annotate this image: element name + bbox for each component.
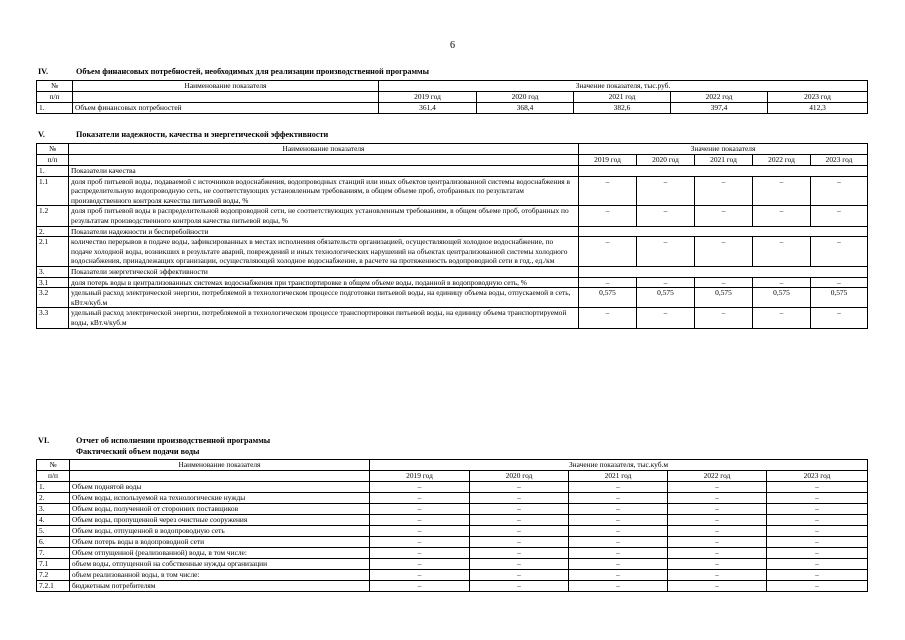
- row-value: –: [569, 537, 668, 548]
- row-name: доля потерь воды в централизованных системах водоснабжения при транспортировке в общем объеме воды, поданной в водопроводную сеть, %: [69, 277, 579, 288]
- row-num: 1.: [37, 166, 69, 177]
- col-name-header: Наименование показателя: [70, 460, 370, 471]
- row-value: –: [470, 537, 569, 548]
- row-value: –: [753, 176, 811, 206]
- row-num: 3.2: [37, 288, 69, 308]
- row-num: 1.2: [37, 206, 69, 226]
- row-value: –: [470, 482, 569, 493]
- row-value: –: [767, 526, 868, 537]
- row-name: Показатели качества: [69, 166, 579, 177]
- row-value: –: [569, 570, 668, 581]
- row-value: –: [753, 308, 811, 328]
- row-value: –: [470, 515, 569, 526]
- year-header: 2022 год: [753, 155, 811, 166]
- row-value: –: [767, 482, 868, 493]
- row-num: 5.: [37, 526, 70, 537]
- section-6-roman: VI.: [38, 436, 50, 445]
- col-num-header-2: п/п: [37, 92, 73, 103]
- row-value: –: [695, 308, 753, 328]
- row-value: –: [569, 581, 668, 592]
- col-value-header: Значение показателя, тыс.руб.: [379, 81, 868, 92]
- section-6-title-text: Отчет об исполнении производственной программы: [76, 436, 271, 445]
- row-name: доля проб питьевой воды в распределительной водопроводной сети, не соответствующих установленным требованиям, в общем объеме проб, отобранных по результатам производственного контроля качества питьевой воды, %: [69, 206, 579, 226]
- col-name-header-blank: [69, 155, 579, 166]
- table-row: [37, 526, 868, 537]
- row-num: 1.: [37, 103, 73, 114]
- table-row: [37, 559, 868, 570]
- col-value-header: Значение показателя: [579, 144, 868, 155]
- row-value: –: [767, 581, 868, 592]
- row-value: –: [370, 548, 470, 559]
- row-value: 0,575: [811, 288, 868, 308]
- row-num: 7.: [37, 548, 70, 559]
- table-row: [37, 288, 868, 308]
- section-4-title-text: Объем финансовых потребностей, необходимых для реализации производственной программы: [76, 67, 430, 76]
- table-row: [37, 277, 868, 288]
- row-value: –: [695, 206, 753, 226]
- row-value: 0,575: [579, 288, 637, 308]
- col-name-header: Наименование показателя: [73, 81, 379, 92]
- year-header: 2019 год: [379, 92, 477, 103]
- table-row: [37, 103, 868, 114]
- row-value: 0,575: [695, 288, 753, 308]
- row-num: 3.3: [37, 308, 69, 328]
- year-header: 2021 год: [695, 155, 753, 166]
- year-header: 2022 год: [668, 471, 767, 482]
- row-blank: [579, 266, 868, 277]
- row-name: Объем воды, полученной от сторонних поставщиков: [70, 504, 370, 515]
- group-row: [37, 226, 868, 237]
- row-value: 361,4: [379, 103, 477, 114]
- row-value: –: [767, 570, 868, 581]
- col-num-header-2: п/п: [37, 155, 69, 166]
- year-header: 2022 год: [671, 92, 768, 103]
- col-value-header: Значение показателя, тыс.куб.м: [370, 460, 868, 471]
- table-row: [37, 504, 868, 515]
- row-value: –: [470, 526, 569, 537]
- table-row: [37, 176, 868, 206]
- row-value: –: [569, 515, 668, 526]
- year-header: 2019 год: [579, 155, 637, 166]
- col-num-header-2: п/п: [37, 471, 70, 482]
- row-value: –: [767, 515, 868, 526]
- row-num: 6.: [37, 537, 70, 548]
- row-value: –: [811, 277, 868, 288]
- row-value: –: [370, 537, 470, 548]
- row-value: –: [569, 526, 668, 537]
- col-num-header: №: [37, 144, 69, 155]
- year-header: 2020 год: [477, 92, 574, 103]
- row-value: –: [579, 277, 637, 288]
- row-value: –: [579, 237, 637, 267]
- row-value: –: [637, 237, 695, 267]
- row-value: –: [370, 482, 470, 493]
- row-value: –: [579, 308, 637, 328]
- row-blank: [579, 166, 868, 177]
- year-header: 2020 год: [470, 471, 569, 482]
- row-name: Объем воды, пропущенной через очистные сооружения: [70, 515, 370, 526]
- row-num: 3.1: [37, 277, 69, 288]
- row-value: –: [668, 537, 767, 548]
- row-value: –: [637, 206, 695, 226]
- year-header: 2023 год: [811, 155, 868, 166]
- row-name: удельный расход электрической энергии, потребляемой в технологическом процессе подготовки питьевой воды, на единицу объема воды, отпускаемой в сеть, кВт.ч/куб.м: [69, 288, 579, 308]
- row-value: –: [569, 493, 668, 504]
- table-row: [37, 537, 868, 548]
- row-value: –: [668, 581, 767, 592]
- year-header: 2019 год: [370, 471, 470, 482]
- row-name: Объем поднятой воды: [70, 482, 370, 493]
- section-4-title: [38, 67, 429, 76]
- row-value: –: [668, 515, 767, 526]
- row-value: 368,4: [477, 103, 574, 114]
- row-name: Объем потерь воды в водопроводной сети: [70, 537, 370, 548]
- row-value: –: [470, 581, 569, 592]
- col-num-header: №: [37, 460, 70, 471]
- row-value: –: [637, 277, 695, 288]
- row-value: –: [668, 526, 767, 537]
- col-name-header-blank: [73, 92, 379, 103]
- row-name: доля проб питьевой воды, подаваемой с источников водоснабжения, водопроводных станций или иных объектов централизованной системы водоснабжения в распределительную водопроводную сеть, не соответствующих установленным требованиям, в общем объеме проб, отобранных по результатам производственного контроля качества питьевой воды, %: [69, 176, 579, 206]
- table-row: [37, 237, 868, 267]
- row-value: –: [569, 559, 668, 570]
- row-num: 7.2: [37, 570, 70, 581]
- col-num-header: №: [37, 81, 73, 92]
- table-row: [37, 482, 868, 493]
- row-value: –: [668, 548, 767, 559]
- row-name: количество перерывов в подаче воды, зафиксированных в местах исполнения обязательств организацией, осуществляющей холодное водоснабжение, по подаче холодной воды, возникших в результате аварий, повреждений и иных технологических нарушений на объектах централизованной системы холодного водоснабжения, принадлежащих организации, осуществляющей холодное водоснабжение, в расчете на протяженность водопроводной сети в год., ед./км: [69, 237, 579, 267]
- row-name: объем реализованной воды, в том числе:: [70, 570, 370, 581]
- table-row: [37, 308, 868, 328]
- row-value: –: [695, 176, 753, 206]
- col-name-header-blank: [70, 471, 370, 482]
- row-value: –: [370, 570, 470, 581]
- row-value: –: [811, 237, 868, 267]
- row-value: –: [767, 559, 868, 570]
- row-num: 2.: [37, 493, 70, 504]
- page-number: 6: [450, 40, 455, 51]
- row-value: –: [668, 559, 767, 570]
- row-value: –: [569, 504, 668, 515]
- table-row: [37, 581, 868, 592]
- row-num: 7.1: [37, 559, 70, 570]
- group-row: [37, 166, 868, 177]
- row-value: –: [470, 570, 569, 581]
- row-name: Объем воды, отпущенной в водопроводную сеть: [70, 526, 370, 537]
- row-name: Показатели надежности и бесперебойности: [69, 226, 579, 237]
- year-header: 2023 год: [767, 471, 868, 482]
- year-header: 2020 год: [637, 155, 695, 166]
- table-row: [37, 206, 868, 226]
- row-num: 3.: [37, 266, 69, 277]
- row-num: 7.2.1: [37, 581, 70, 592]
- row-value: –: [637, 176, 695, 206]
- row-value: –: [579, 206, 637, 226]
- financial-needs-table: [36, 80, 868, 114]
- row-name: Объем отпущенной (реализованной) воды, в том числе:: [70, 548, 370, 559]
- row-value: –: [470, 493, 569, 504]
- year-header: 2023 год: [768, 92, 868, 103]
- row-value: –: [579, 176, 637, 206]
- row-value: –: [370, 493, 470, 504]
- row-value: –: [668, 570, 767, 581]
- row-num: 2.1: [37, 237, 69, 267]
- row-value: –: [753, 277, 811, 288]
- table-row: [37, 515, 868, 526]
- year-header: 2021 год: [569, 471, 668, 482]
- water-supply-table: [36, 459, 868, 592]
- row-num: 1.1: [37, 176, 69, 206]
- year-header: 2021 год: [574, 92, 671, 103]
- row-value: –: [767, 493, 868, 504]
- row-value: –: [811, 308, 868, 328]
- group-row: [37, 266, 868, 277]
- row-value: –: [370, 515, 470, 526]
- row-num: 1.: [37, 482, 70, 493]
- row-value: –: [569, 482, 668, 493]
- row-value: –: [470, 504, 569, 515]
- row-value: –: [470, 548, 569, 559]
- table-row: [37, 548, 868, 559]
- row-value: –: [695, 277, 753, 288]
- row-num: 2.: [37, 226, 69, 237]
- section-5-roman: V.: [38, 130, 45, 139]
- row-name: Объем воды, используемой на технологические нужды: [70, 493, 370, 504]
- row-num: 4.: [37, 515, 70, 526]
- row-num: 3.: [37, 504, 70, 515]
- row-value: –: [811, 176, 868, 206]
- row-value: –: [668, 482, 767, 493]
- table-row: [37, 493, 868, 504]
- row-value: –: [637, 308, 695, 328]
- row-name: удельный расход электрической энергии, потребляемой в технологическом процессе транспортировки питьевой воды, на единицу объема транспортируемой воды, кВт.ч/куб.м: [69, 308, 579, 328]
- row-value: –: [370, 581, 470, 592]
- row-value: –: [370, 504, 470, 515]
- row-value: –: [753, 206, 811, 226]
- row-name: бюджетным потребителям: [70, 581, 370, 592]
- row-value: 412,3: [768, 103, 868, 114]
- row-value: –: [767, 504, 868, 515]
- row-value: –: [767, 537, 868, 548]
- row-value: 0,575: [753, 288, 811, 308]
- row-value: 397,4: [671, 103, 768, 114]
- row-value: –: [470, 559, 569, 570]
- section-6-subtitle: Фактический объем подачи воды: [76, 447, 200, 456]
- row-value: –: [668, 493, 767, 504]
- row-name: Объем финансовых потребностей: [73, 103, 379, 114]
- row-value: –: [569, 548, 668, 559]
- reliability-table: [36, 143, 868, 329]
- table-row: [37, 570, 868, 581]
- row-value: 0,575: [637, 288, 695, 308]
- section-5-title-text: Показатели надежности, качества и энергетической эффективности: [76, 130, 329, 139]
- row-value: –: [370, 526, 470, 537]
- row-blank: [579, 226, 868, 237]
- row-value: 382,6: [574, 103, 671, 114]
- row-value: –: [811, 206, 868, 226]
- row-value: –: [767, 548, 868, 559]
- section-6-title: [38, 436, 270, 445]
- row-name: объем воды, отпущенной на собственные нужды организации: [70, 559, 370, 570]
- section-4-roman: IV.: [38, 67, 49, 76]
- section-5-title: [38, 130, 328, 139]
- row-value: –: [668, 504, 767, 515]
- row-value: –: [753, 237, 811, 267]
- col-name-header: Наименование показателя: [69, 144, 579, 155]
- row-value: –: [370, 559, 470, 570]
- row-name: Показатели энергетической эффективности: [69, 266, 579, 277]
- row-value: –: [695, 237, 753, 267]
